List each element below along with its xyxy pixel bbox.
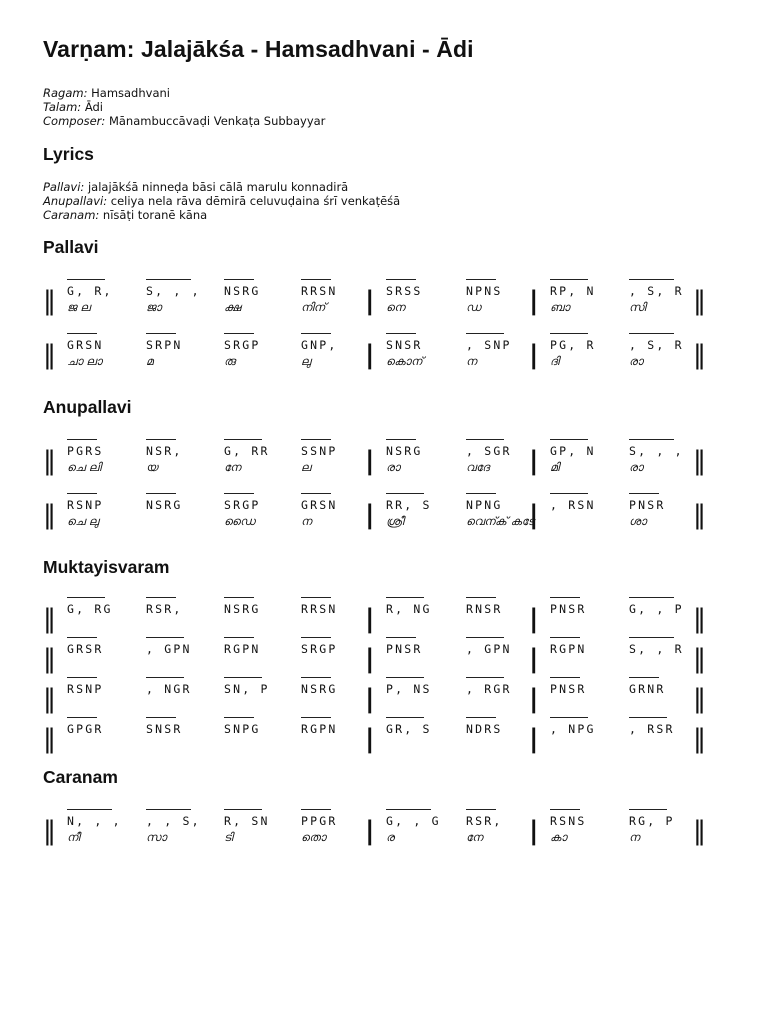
bar-line: | [529,500,539,530]
duration-overline [301,439,331,440]
swara-text: NPNS [466,284,503,298]
swara-text: , S, R [629,338,684,352]
swara-text: GRSN [67,338,104,352]
double-bar-line: ‖ [43,604,56,634]
bar-line: | [365,500,375,530]
lyric-syllable: തൊ [301,830,327,844]
duration-overline [386,333,416,334]
duration-overline [146,279,191,280]
bar-line: | [529,604,539,634]
swara-text: , GPN [146,642,192,656]
duration-overline [386,637,416,638]
duration-overline [386,439,416,440]
swara-text: SNSR [386,338,423,352]
lyrics-pallavi-line [43,180,400,194]
bar-line: | [529,644,539,674]
duration-overline [67,279,105,280]
duration-overline [301,597,331,598]
lyric-syllable: ശ്രീ [386,514,404,528]
swara-text: G, , G [386,814,441,828]
notation-row [43,443,723,479]
swara-text: PG, R [550,338,596,352]
double-bar-line: ‖ [43,724,56,754]
swara-text: RSR, [466,814,503,828]
talam-line [43,100,325,114]
duration-overline [550,439,588,440]
bar-line: | [365,604,375,634]
notation-row [43,283,723,319]
lyric-syllable: ദി [550,354,560,368]
swara-text: RSR, [146,602,183,616]
swara-text: RRSN [301,602,338,616]
duration-overline [466,677,504,678]
swara-text: G, , P [629,602,684,616]
swara-text: G, RR [224,444,270,458]
swara-text: NPNG [466,498,503,512]
swara-text: N, , , [67,814,122,828]
bar-line: | [365,446,375,476]
lyric-syllable: നീ [67,830,80,844]
duration-overline [550,597,580,598]
duration-overline [146,637,184,638]
duration-overline [466,279,496,280]
duration-overline [550,333,588,334]
bar-line: | [365,724,375,754]
swara-text: GPGR [67,722,104,736]
double-bar-line: ‖ [693,604,706,634]
swara-text: SNSR [146,722,183,736]
duration-overline [550,717,588,718]
swara-text: RP, N [550,284,596,298]
lyric-syllable: വെന്ക് കടേ [466,514,535,528]
lyrics-anupallavi-text: celiya nela rāva dēmirā celuvuḍaina śrī venkaṭēśā [110,194,401,208]
duration-overline [146,493,176,494]
swara-text: NSRG [301,682,338,696]
lyric-syllable: ചാ ലാ [67,354,103,368]
duration-overline [466,717,496,718]
swara-text: PGRS [67,444,104,458]
lyric-syllable: രാ [629,354,644,368]
duration-overline [301,279,331,280]
lyric-syllable: സാ [146,830,167,844]
swara-text: S, , R [629,642,684,656]
swara-text: , GPN [466,642,512,656]
talam-label: Talam: [43,100,82,114]
lyric-syllable: സി [629,300,646,314]
swara-text: GRSR [67,642,104,656]
notation-row [43,681,723,717]
bar-line: | [529,816,539,846]
duration-overline [386,717,424,718]
swara-text: RSNS [550,814,587,828]
swara-text: G, R, [67,284,113,298]
duration-overline [224,677,262,678]
lyrics-heading: Lyrics [43,144,94,164]
lyrics-caranam-text: nīsāṭi toranē kāna [102,208,208,222]
swara-text: , , S, [146,814,201,828]
notation-row [43,721,723,757]
swara-text: RG, P [629,814,675,828]
lyric-syllable: കൊന് [386,354,423,368]
swara-text: NDRS [466,722,503,736]
lyric-syllable: ടി [224,830,233,844]
ragam-line [43,86,325,100]
swara-text: R, NG [386,602,432,616]
lyric-syllable: ഡ [466,300,481,314]
notation-row [43,337,723,373]
swara-text: SRPN [146,338,183,352]
swara-text: RGPN [224,642,261,656]
swara-text: , NGR [146,682,192,696]
double-bar-line: ‖ [43,500,56,530]
lyrics-caranam-label: Caranam: [43,208,100,222]
page-title: Varṇam: Jalajākśa - Hamsadhvani - Ādi [43,36,474,62]
lyric-syllable: ചെ ലി [67,460,102,474]
duration-overline [386,597,424,598]
lyric-syllable: ബാ [550,300,570,314]
ragam-label: Ragam: [43,86,88,100]
duration-overline [629,333,674,334]
lyric-syllable: കാ [550,830,567,844]
duration-overline [550,493,588,494]
lyric-syllable: മ [146,354,154,368]
notation-row [43,497,723,533]
lyric-syllable: ക്ഷ [224,300,241,314]
lyric-syllable: രാ [386,460,401,474]
duration-overline [466,333,504,334]
double-bar-line: ‖ [693,340,706,370]
double-bar-line: ‖ [693,644,706,674]
lyric-syllable: ലു [301,354,311,368]
lyric-syllable: ന [466,354,477,368]
duration-overline [67,677,97,678]
duration-overline [67,333,97,334]
swara-text: RRSN [301,284,338,298]
lyric-syllable: നേ [466,830,483,844]
duration-overline [67,809,112,810]
duration-overline [301,333,331,334]
swara-text: PNSR [550,602,587,616]
duration-overline [301,493,331,494]
bar-line: | [529,684,539,714]
duration-overline [629,717,667,718]
lyric-syllable: ന [301,514,312,528]
lyric-syllable: നിന് [301,300,326,314]
swara-text: , SGR [466,444,512,458]
duration-overline [550,637,580,638]
swara-text: SNPG [224,722,261,736]
ragam-value: Hamsadhvani [91,86,170,100]
swara-text: GNP, [301,338,338,352]
lyric-syllable: ന [629,830,640,844]
duration-overline [224,493,254,494]
swara-text: PNSR [550,682,587,696]
swara-text: S, , , [146,284,201,298]
lyric-syllable: മി [550,460,560,474]
duration-overline [386,809,431,810]
swara-text: GR, S [386,722,432,736]
lyrics-anupallavi-label: Anupallavi: [43,194,108,208]
bar-line: | [529,286,539,316]
double-bar-line: ‖ [693,446,706,476]
swara-text: , RGR [466,682,512,696]
double-bar-line: ‖ [43,684,56,714]
duration-overline [466,597,496,598]
lyric-syllable: വദേ [466,460,490,474]
duration-overline [466,439,504,440]
notation-row [43,641,723,677]
section-heading: Caranam [43,767,118,787]
swara-text: SRSS [386,284,423,298]
bar-line: | [365,684,375,714]
duration-overline [629,677,659,678]
double-bar-line: ‖ [43,644,56,674]
duration-overline [550,279,588,280]
notation-row [43,813,723,849]
duration-overline [146,717,176,718]
swara-text: , RSR [629,722,675,736]
swara-text: SRGP [301,642,338,656]
duration-overline [67,493,97,494]
swara-text: S, , , [629,444,684,458]
composer-value: Mānambuccāvaḍi Venkaṭa Subbayyar [108,114,326,128]
bar-line: | [529,340,539,370]
duration-overline [386,677,424,678]
duration-overline [629,493,659,494]
duration-overline [224,597,254,598]
lyric-syllable: നേ [224,460,241,474]
swara-text: RNSR [466,602,503,616]
duration-overline [224,717,254,718]
swara-text: G, RG [67,602,113,616]
double-bar-line: ‖ [693,500,706,530]
lyric-syllable: ശാ [629,514,647,528]
lyrics-pallavi-text: jalajākśā ninneḍa bāsi cālā marulu konnadirā [87,180,349,194]
bar-line: | [365,816,375,846]
duration-overline [301,637,331,638]
swara-text: , NPG [550,722,596,736]
duration-overline [550,677,580,678]
swara-text: SRGP [224,498,261,512]
duration-overline [466,637,504,638]
talam-value: Ādi [84,100,104,114]
duration-overline [146,333,176,334]
swara-text: RGPN [550,642,587,656]
lyrics-pallavi-label: Pallavi: [43,180,85,194]
duration-overline [146,597,176,598]
swara-text: , SNP [466,338,512,352]
swara-text: GRNR [629,682,666,696]
swara-text: GP, N [550,444,596,458]
lyric-syllable: ര [386,830,395,844]
swara-text: R, SN [224,814,270,828]
double-bar-line: ‖ [693,286,706,316]
swara-text: NSR, [146,444,183,458]
swara-text: PNSR [386,642,423,656]
bar-line: | [529,446,539,476]
section-heading: Anupallavi [43,397,132,417]
swara-text: NSRG [224,602,261,616]
lyrics-caranam-line [43,208,400,222]
duration-overline [629,809,667,810]
lyric-syllable: രു [224,354,236,368]
double-bar-line: ‖ [43,286,56,316]
meta-block [43,86,325,128]
duration-overline [301,809,331,810]
lyrics-anupallavi-line [43,194,400,208]
bar-line: | [365,644,375,674]
swara-text: PPGR [301,814,338,828]
lyric-syllable: ഡൈ [224,514,255,528]
double-bar-line: ‖ [693,816,706,846]
swara-text: SRGP [224,338,261,352]
double-bar-line: ‖ [693,684,706,714]
swara-text: RGPN [301,722,338,736]
swara-text: SN, P [224,682,270,696]
swara-text: P, NS [386,682,432,696]
double-bar-line: ‖ [43,340,56,370]
swara-text: , S, R [629,284,684,298]
duration-overline [224,333,254,334]
swara-text: PNSR [629,498,666,512]
swara-text: NSRG [146,498,183,512]
duration-overline [146,439,176,440]
swara-text: NSRG [386,444,423,458]
lyric-syllable: ജാ [146,300,162,314]
swara-text: NSRG [224,284,261,298]
duration-overline [629,279,674,280]
duration-overline [466,809,496,810]
lyric-syllable: ജ ല [67,300,91,314]
bar-line: | [365,340,375,370]
duration-overline [224,809,262,810]
duration-overline [629,439,674,440]
duration-overline [146,809,191,810]
duration-overline [67,717,97,718]
lyric-syllable: രാ [629,460,644,474]
composer-line [43,114,325,128]
duration-overline [67,637,97,638]
duration-overline [301,717,331,718]
duration-overline [629,637,674,638]
duration-overline [146,677,184,678]
double-bar-line: ‖ [43,816,56,846]
lyric-syllable: ചെ ലു [67,514,99,528]
lyric-syllable: ല [301,460,311,474]
duration-overline [386,279,416,280]
swara-text: , RSN [550,498,596,512]
duration-overline [301,677,331,678]
double-bar-line: ‖ [693,724,706,754]
bar-line: | [529,724,539,754]
double-bar-line: ‖ [43,446,56,476]
swara-text: RR, S [386,498,432,512]
duration-overline [386,493,424,494]
notation-row [43,601,723,637]
duration-overline [224,279,254,280]
section-heading: Pallavi [43,237,99,257]
swara-text: RSNP [67,498,104,512]
duration-overline [550,809,580,810]
swara-text: GRSN [301,498,338,512]
duration-overline [67,597,105,598]
composer-label: Composer: [43,114,106,128]
duration-overline [466,493,496,494]
duration-overline [629,597,674,598]
lyrics-block [43,180,400,222]
lyric-syllable: യ [146,460,158,474]
bar-line: | [365,286,375,316]
section-heading: Muktayisvaram [43,557,170,577]
duration-overline [67,439,97,440]
swara-text: SSNP [301,444,338,458]
swara-text: RSNP [67,682,104,696]
lyric-syllable: നെ [386,300,405,314]
duration-overline [224,439,262,440]
duration-overline [224,637,254,638]
